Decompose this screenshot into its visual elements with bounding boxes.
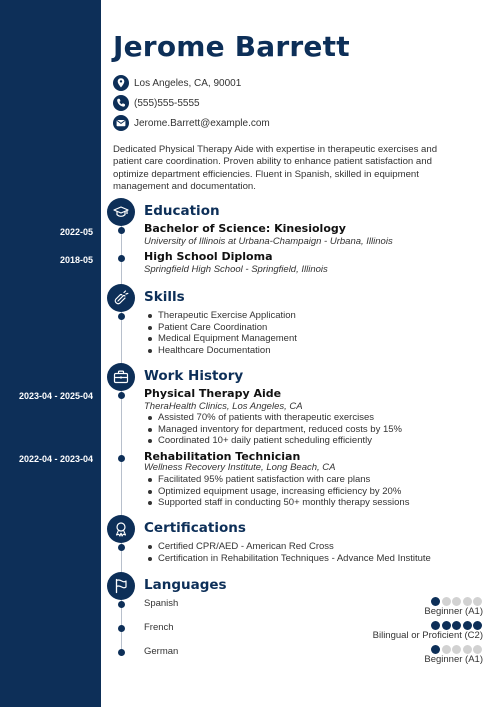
job-bullet: Managed inventory for department, reduced costs by 15% [148, 424, 402, 436]
rating-dot [473, 597, 482, 606]
education-school: Springfield High School - Springfield, Illinois [144, 264, 328, 275]
job-bullet: Facilitated 95% patient satisfaction with care plans [148, 474, 409, 486]
skill-item: Healthcare Documentation [148, 345, 297, 357]
skills-heading: Skills [144, 289, 185, 305]
rating-dot [442, 645, 451, 654]
phone-icon [113, 95, 129, 111]
rating-dot [431, 597, 440, 606]
job-bullet: Coordinated 10+ daily patient scheduling efficiently [148, 435, 402, 447]
skill-item: Patient Care Coordination [148, 322, 297, 334]
languages-heading: Languages [144, 577, 227, 593]
job-date: 2023-04 - 2025-04 [18, 391, 93, 401]
email-link[interactable]: Jerome.Barrett@example.com [134, 117, 270, 129]
job-bullet: Supported staff in conducting 50+ monthly therapy sessions [148, 497, 409, 509]
contact-location [113, 75, 241, 91]
education-date: 2018-05 [59, 255, 93, 265]
rating-dot [442, 597, 451, 606]
language-rating [431, 621, 483, 630]
timeline-dot [118, 313, 125, 320]
language-level: Beginner (A1) [424, 654, 483, 665]
rating-dot [452, 621, 461, 630]
timeline-dot [118, 544, 125, 551]
timeline-dot [118, 255, 125, 262]
rating-dot [473, 645, 482, 654]
timeline-dot [118, 625, 125, 632]
rating-dot [431, 645, 440, 654]
certification-item: Certification in Rehabilitation Techniques - Advance Med Institute [148, 553, 431, 565]
job-bullets [148, 474, 409, 509]
language-name: Spanish [144, 598, 179, 609]
award-icon [107, 515, 135, 543]
rating-dot [442, 621, 451, 630]
job-title: Rehabilitation Technician [144, 450, 301, 463]
rating-dot [473, 621, 482, 630]
skills-list [148, 310, 297, 356]
timeline-dot [118, 227, 125, 234]
education-heading: Education [144, 203, 220, 219]
phone-text: (555)555-5555 [134, 97, 200, 109]
graduation-cap-icon [107, 198, 135, 226]
contact-phone [113, 95, 200, 111]
certification-item: Certified CPR/AED - American Red Cross [148, 541, 431, 553]
certifications-heading: Certifications [144, 520, 246, 536]
hand-icon [107, 284, 135, 312]
timeline-dot [118, 649, 125, 656]
rating-dot [463, 645, 472, 654]
certifications-list [148, 541, 431, 564]
education-degree: Bachelor of Science: Kinesiology [144, 222, 346, 235]
location-pin-icon [113, 75, 129, 91]
contact-email [113, 115, 270, 131]
job-date: 2022-04 - 2023-04 [18, 454, 93, 464]
rating-dot [463, 621, 472, 630]
rating-dot [452, 597, 461, 606]
skill-item: Medical Equipment Management [148, 333, 297, 345]
education-school: University of Illinois at Urbana-Champaign - Urbana, Illinois [144, 236, 393, 247]
briefcase-icon [107, 363, 135, 391]
skill-item: Therapeutic Exercise Application [148, 310, 297, 322]
flag-icon [107, 572, 135, 600]
language-level: Beginner (A1) [424, 606, 483, 617]
left-sidebar [0, 0, 101, 707]
job-company: Wellness Recovery Institute, Long Beach, CA [144, 462, 336, 473]
rating-dot [431, 621, 440, 630]
job-title: Physical Therapy Aide [144, 387, 282, 400]
timeline-dot [118, 455, 125, 462]
education-date: 2022-05 [59, 227, 93, 237]
education-degree: High School Diploma [144, 250, 273, 263]
envelope-icon [113, 115, 129, 131]
job-bullets [148, 412, 402, 447]
job-bullet: Optimized equipment usage, increasing efficiency by 20% [148, 486, 409, 498]
location-text: Los Angeles, CA, 90001 [134, 77, 242, 89]
language-level: Bilingual or Proficient (C2) [372, 630, 483, 641]
job-bullet: Assisted 70% of patients with therapeutic exercises [148, 412, 402, 424]
timeline-dot [118, 392, 125, 399]
language-rating [431, 597, 483, 606]
work-history-heading: Work History [144, 368, 244, 384]
language-rating [431, 645, 483, 654]
timeline-dot [118, 601, 125, 608]
language-name: German [144, 646, 179, 657]
job-company: TheraHealth Clinics, Los Angeles, CA [144, 401, 303, 412]
professional-summary: Dedicated Physical Therapy Aide with expertise in therapeutic exercises and patient care coordination. Proven ability to enhance patient satisfaction and optimize department efficiencies. Fluent in Spanish, skilled in equipment management and documentation. [113, 144, 438, 193]
rating-dot [463, 597, 472, 606]
rating-dot [452, 645, 461, 654]
candidate-name: Jerome Barrett [113, 30, 350, 63]
language-name: French [144, 622, 174, 633]
